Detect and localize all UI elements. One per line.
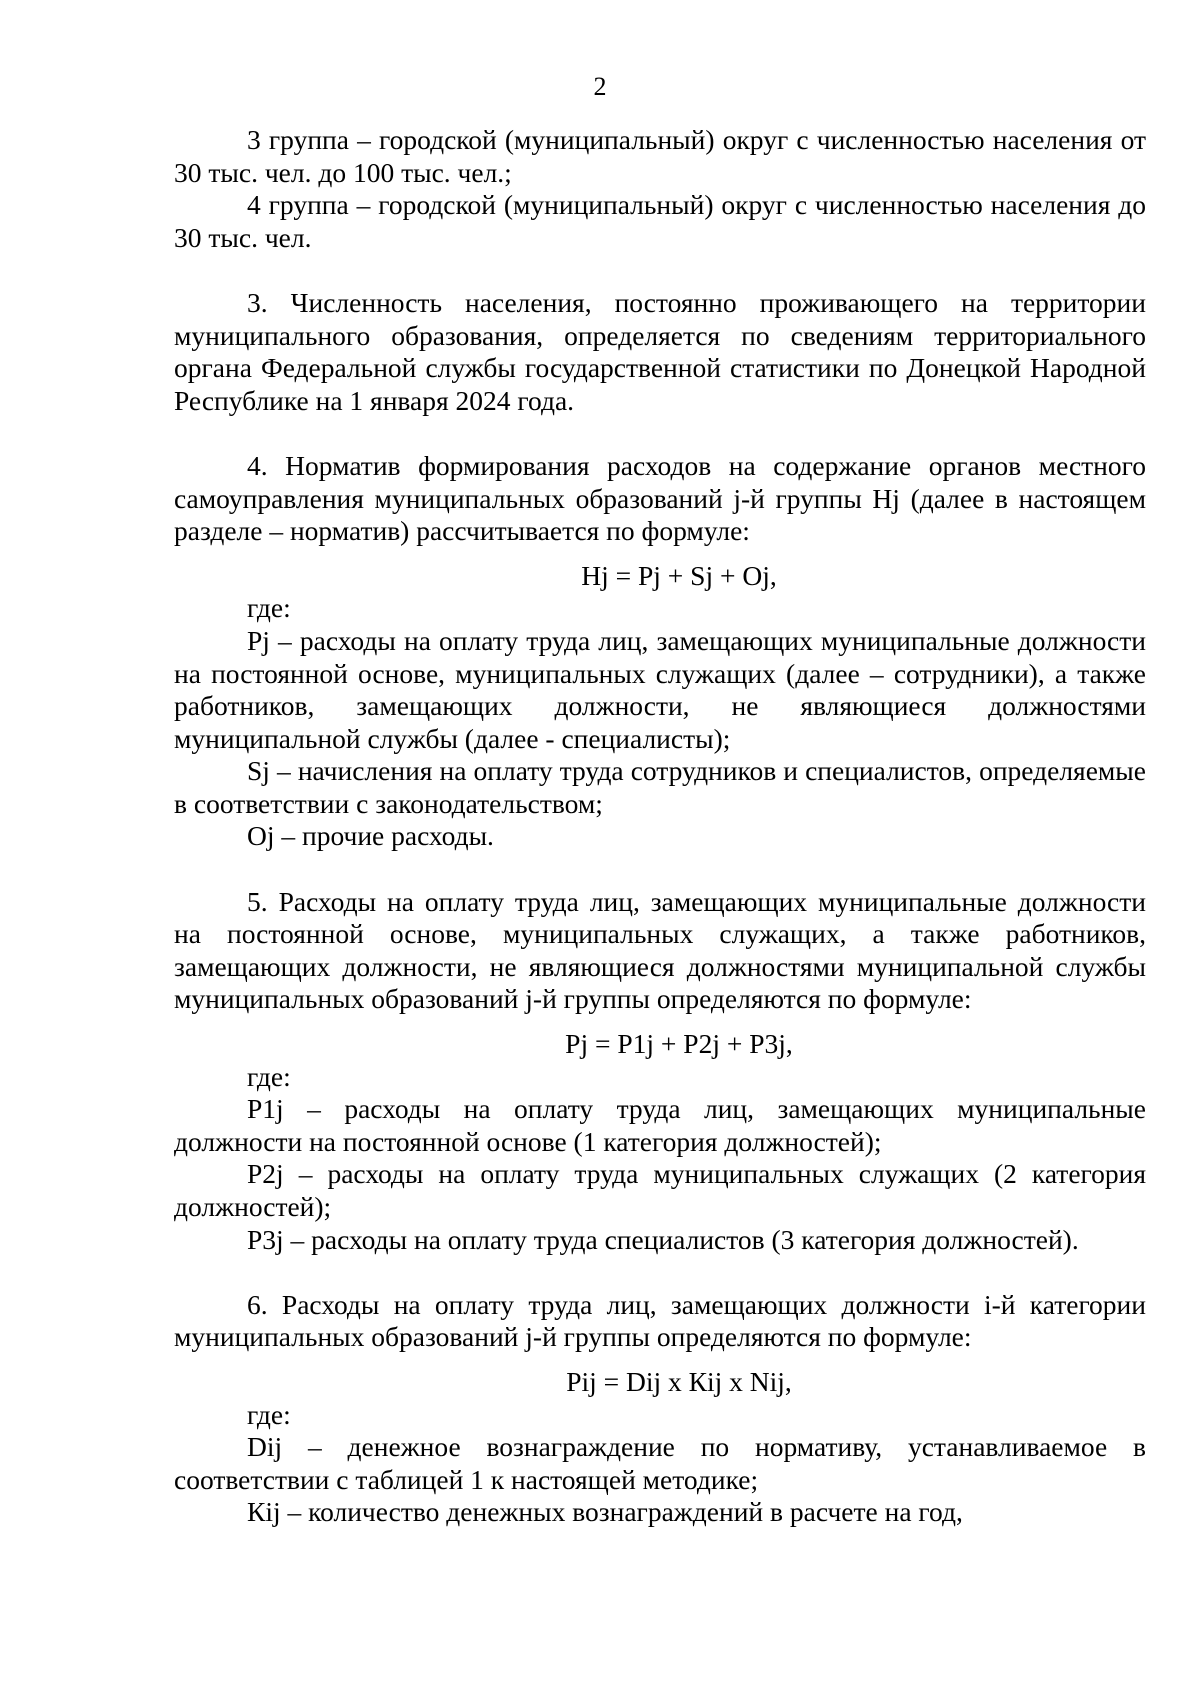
formula-pij: Рij = Dij x Кij x Nij,	[566, 1365, 792, 1397]
paragraph-5: 5. Расходы на оплату труда лиц, замещающих муниципальные должности на постоянной основе, муниципальных служащих, а также работников, замещающих должности, не являющиеся должностями муниципальной службы муниципальных образований j-й группы определяются по формуле:	[174, 885, 1146, 1015]
formula-pj: Рj = Р1j + Р2j + Р3j,	[565, 1028, 793, 1060]
definition-kij: Кij – количество денежных вознаграждений в расчете на год,	[247, 1496, 963, 1528]
paragraph-group4: 4 группа – городской (муниципальный) округ с численностью населения до 30 тыс. чел.	[174, 189, 1146, 253]
document-body	[174, 124, 1146, 1529]
definition-pj: Рj – расходы на оплату труда лиц, замещающих муниципальные должности на постоянной основе, муниципальных служащих (далее – сотрудники), а также работников, замещающих должности, не являющиеся должностями муниципальной службы (далее - специалисты);	[174, 624, 1146, 754]
paragraph-spacer	[174, 417, 1146, 450]
definition-sj: Sj – начисления на оплату труда сотрудников и специалистов, определяемые в соответствии с законодательством;	[174, 755, 1146, 819]
paragraph-spacer	[174, 853, 1146, 886]
where-label: где:	[247, 1060, 291, 1092]
definition-p1j: Р1j – расходы на оплату труда лиц, замещающих муниципальные должности на постоянной основе (1 категория должностей);	[174, 1093, 1146, 1157]
paragraph-6: 6. Расходы на оплату труда лиц, замещающих должности i-й категории муниципальных образований j-й группы определяются по формуле:	[174, 1288, 1146, 1353]
paragraph-spacer	[174, 1256, 1146, 1289]
formula-hj: Нj = Рj + Sj + Оj,	[581, 559, 777, 591]
page-number: 2	[593, 72, 607, 101]
paragraph-spacer	[174, 254, 1146, 287]
definition-oj: Оj – прочие расходы.	[247, 820, 494, 852]
paragraph-4: 4. Норматив формирования расходов на содержание органов местного самоуправления муниципальных образований j-й группы Нj (далее в настоящем разделе – норматив) рассчитывается по формуле:	[174, 449, 1146, 547]
where-label: где:	[247, 592, 291, 624]
where-label: где:	[247, 1398, 291, 1430]
definition-p2j: Р2j – расходы на оплату труда муниципальных служащих (2 категория должностей);	[174, 1158, 1146, 1222]
definition-p3j: Р3j – расходы на оплату труда специалистов (3 категория должностей).	[247, 1223, 1079, 1255]
paragraph-3: 3. Численность населения, постоянно проживающего на территории муниципального образования, определяется по сведениям территориального органа Федеральной службы государственной статистики по Донецкой Народной Республике на 1 января 2024 года.	[174, 286, 1146, 416]
definition-dij: Dij – денежное вознаграждение по нормативу, устанавливаемое в соответствии с таблицей 1 к настоящей методике;	[174, 1431, 1146, 1495]
paragraph-group3: 3 группа – городской (муниципальный) округ с численностью населения от 30 тыс. чел. до 100 тыс. чел.;	[174, 124, 1146, 188]
